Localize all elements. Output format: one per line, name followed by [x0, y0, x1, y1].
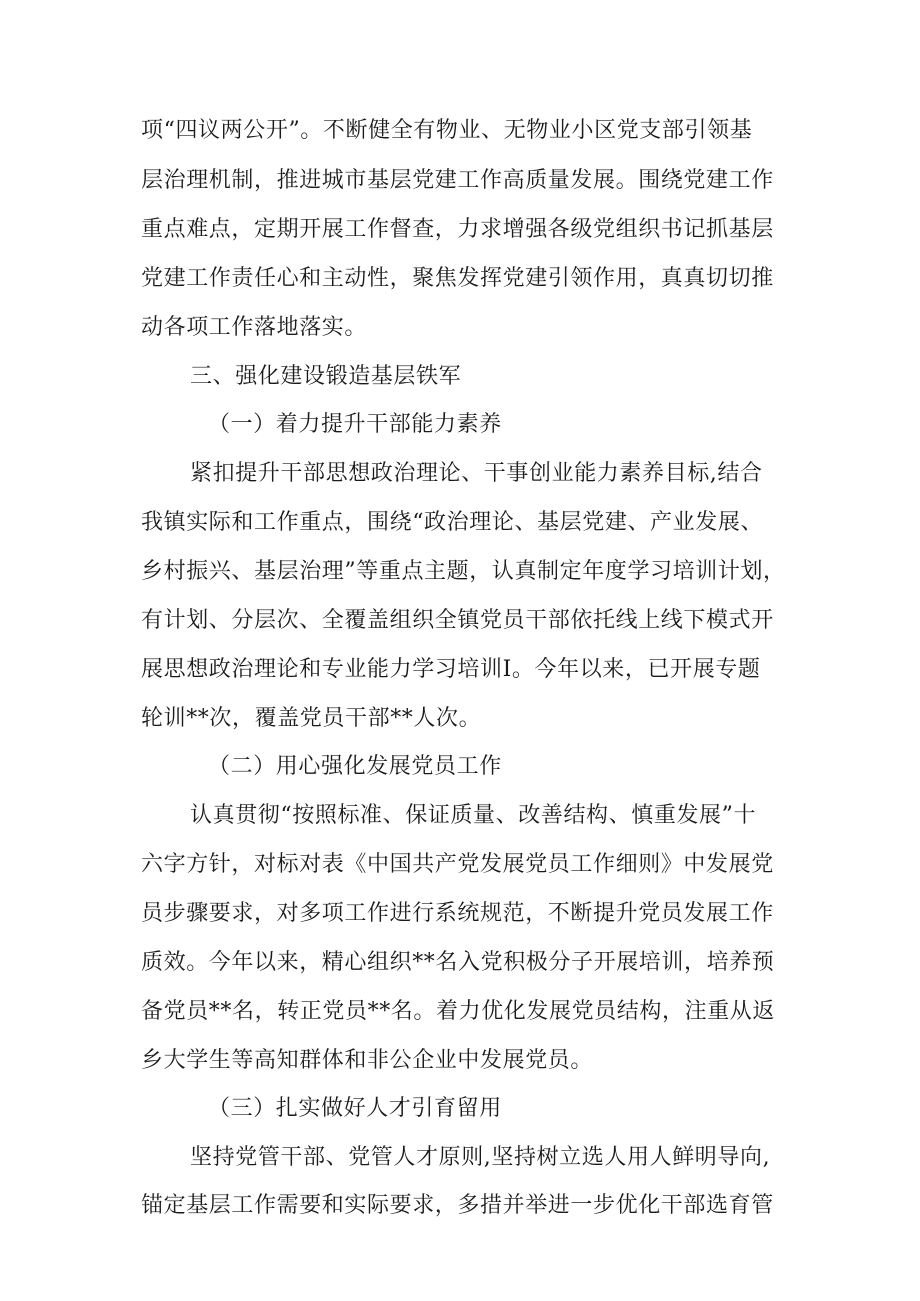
- subsection-heading: （一）着力提升干部能力素养: [208, 412, 502, 437]
- paragraph-line: 坚持党管干部、党管人才原则,坚持树立选人用人鲜明导向,: [190, 1145, 771, 1170]
- paragraph-line: 员步骤要求，对多项工作进行系统规范，不断提升党员发展工作: [141, 901, 774, 926]
- paragraph-line: 质效。今年以来，精心组织**名入党积极分子开展培训，培养预: [141, 950, 775, 975]
- paragraph-line: 紧扣提升干部思想政治理论、干事创业能力素养目标,结合: [190, 461, 763, 486]
- paragraph-line: 乡大学生等高知群体和非公企业中发展党员。: [141, 1048, 594, 1073]
- paragraph-line: 动各项工作落地落实。: [141, 315, 368, 340]
- paragraph-line: 项“四议两公开”。不断健全有物业、无物业小区党支部引领基: [141, 118, 753, 143]
- subsection-heading: （三）扎实做好人才引育留用: [208, 1096, 502, 1121]
- paragraph-line: 党建工作责任心和主动性，聚焦发挥党建引领作用，真真切切推: [141, 266, 774, 291]
- paragraph-line: 层治理机制，推进城市基层党建工作高质量发展。围绕党建工作: [141, 168, 774, 193]
- section-heading: 三、强化建设锻造基层铁军: [190, 364, 462, 389]
- paragraph-line: 我镇实际和工作重点，围绕“政治理论、基层党建、产业发展、: [141, 510, 764, 535]
- paragraph-line: 有计划、分层次、全覆盖组织全镇党员干部依托线上线下模式开: [141, 608, 774, 633]
- paragraph-line: 重点难点，定期开展工作督查，力求增强各级党组织书记抓基层: [141, 217, 774, 242]
- paragraph-line: 轮训**次，覆盖党员干部**人次。: [141, 706, 482, 731]
- paragraph-line: 乡村振兴、基层治理”等重点主题，认真制定年度学习培训计划，: [141, 559, 786, 584]
- paragraph-line: 认真贯彻“按照标准、保证质量、改善结构、慎重发展”十: [190, 803, 757, 828]
- subsection-heading: （二）用心强化发展党员工作: [208, 754, 502, 779]
- paragraph-line: 备党员**名，转正党员**名。着力优化发展党员结构，注重从返: [141, 999, 776, 1024]
- paragraph-line: 锚定基层工作需要和实际要求，多措并举进一步优化干部选育管: [141, 1193, 774, 1218]
- paragraph-line: 展思想政治理论和专业能力学习培训I。今年以来，已开展专题: [141, 657, 761, 682]
- paragraph-line: 六字方针，对标对表《中国共产党发展党员工作细则》中发展党: [141, 852, 774, 877]
